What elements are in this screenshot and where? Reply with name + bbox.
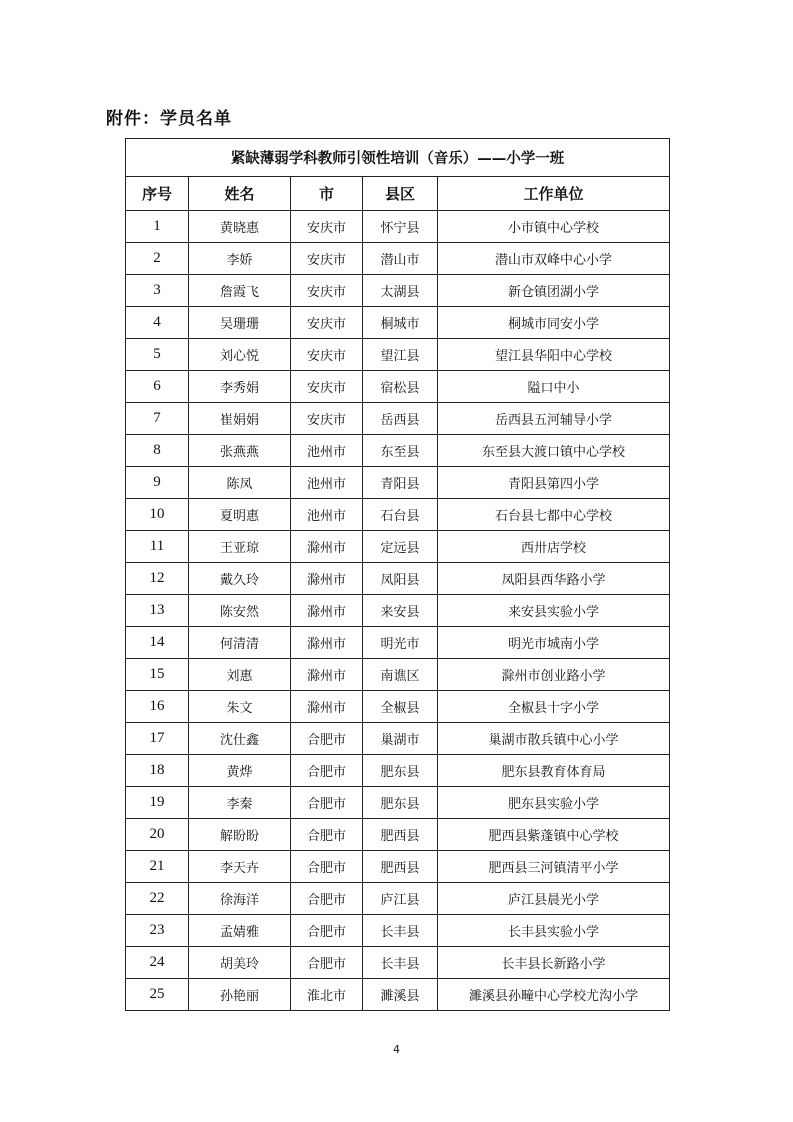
table-row [126, 883, 670, 915]
cell-name: 戴久玲 [189, 563, 291, 595]
cell-county: 长丰县 [363, 915, 438, 947]
cell-name: 胡美玲 [189, 947, 291, 979]
cell-index: 10 [126, 499, 189, 531]
table-row [126, 979, 670, 1011]
cell-index: 21 [126, 851, 189, 883]
cell-city: 池州市 [291, 435, 363, 467]
table-row [126, 307, 670, 339]
cell-county: 桐城市 [363, 307, 438, 339]
table-row [126, 595, 670, 627]
cell-name: 詹霞飞 [189, 275, 291, 307]
cell-workplace: 肥西县紫蓬镇中心学校 [438, 819, 670, 851]
cell-city: 合肥市 [291, 851, 363, 883]
cell-name: 孙艳丽 [189, 979, 291, 1011]
table-row [126, 755, 670, 787]
cell-workplace: 长丰县实验小学 [438, 915, 670, 947]
cell-workplace: 小市镇中心学校 [438, 211, 670, 243]
table-row [126, 435, 670, 467]
cell-name: 李秦 [189, 787, 291, 819]
table-row [126, 563, 670, 595]
cell-index: 12 [126, 563, 189, 595]
cell-county: 来安县 [363, 595, 438, 627]
cell-city: 安庆市 [291, 211, 363, 243]
cell-county: 定远县 [363, 531, 438, 563]
table-row [126, 723, 670, 755]
cell-index: 7 [126, 403, 189, 435]
cell-index: 23 [126, 915, 189, 947]
cell-name: 朱文 [189, 691, 291, 723]
cell-name: 黄烨 [189, 755, 291, 787]
cell-county: 凤阳县 [363, 563, 438, 595]
cell-county: 濉溪县 [363, 979, 438, 1011]
cell-workplace: 隘口中小 [438, 371, 670, 403]
cell-city: 合肥市 [291, 883, 363, 915]
cell-name: 张燕燕 [189, 435, 291, 467]
cell-county: 望江县 [363, 339, 438, 371]
cell-name: 沈仕鑫 [189, 723, 291, 755]
cell-county: 明光市 [363, 627, 438, 659]
cell-workplace: 石台县七都中心学校 [438, 499, 670, 531]
cell-city: 滁州市 [291, 659, 363, 691]
cell-workplace: 肥东县教育体育局 [438, 755, 670, 787]
column-header-county: 县区 [363, 177, 438, 211]
cell-workplace: 肥东县实验小学 [438, 787, 670, 819]
cell-city: 合肥市 [291, 915, 363, 947]
cell-workplace: 巢湖市散兵镇中心小学 [438, 723, 670, 755]
cell-index: 3 [126, 275, 189, 307]
cell-workplace: 西卅店学校 [438, 531, 670, 563]
table-row [126, 691, 670, 723]
cell-county: 岳西县 [363, 403, 438, 435]
cell-name: 徐海洋 [189, 883, 291, 915]
attachment-heading: 附件：学员名单 [106, 109, 232, 129]
cell-county: 长丰县 [363, 947, 438, 979]
cell-city: 池州市 [291, 467, 363, 499]
cell-workplace: 滁州市创业路小学 [438, 659, 670, 691]
cell-city: 滁州市 [291, 531, 363, 563]
cell-name: 陈安然 [189, 595, 291, 627]
column-header-city: 市 [291, 177, 363, 211]
column-header-index: 序号 [126, 177, 189, 211]
cell-city: 合肥市 [291, 947, 363, 979]
cell-city: 合肥市 [291, 787, 363, 819]
table-row [126, 275, 670, 307]
table-title: 紧缺薄弱学科教师引领性培训（音乐）——小学一班 [126, 139, 670, 177]
cell-county: 潜山市 [363, 243, 438, 275]
cell-city: 合肥市 [291, 755, 363, 787]
cell-index: 4 [126, 307, 189, 339]
cell-workplace: 来安县实验小学 [438, 595, 670, 627]
cell-city: 安庆市 [291, 243, 363, 275]
cell-index: 1 [126, 211, 189, 243]
cell-workplace: 望江县华阳中心学校 [438, 339, 670, 371]
table-row [126, 627, 670, 659]
cell-index: 17 [126, 723, 189, 755]
table-row [126, 467, 670, 499]
cell-city: 安庆市 [291, 307, 363, 339]
cell-city: 安庆市 [291, 371, 363, 403]
table-row [126, 851, 670, 883]
cell-city: 合肥市 [291, 819, 363, 851]
cell-county: 全椒县 [363, 691, 438, 723]
cell-index: 18 [126, 755, 189, 787]
table-row [126, 499, 670, 531]
cell-county: 庐江县 [363, 883, 438, 915]
cell-city: 淮北市 [291, 979, 363, 1011]
cell-workplace: 明光市城南小学 [438, 627, 670, 659]
cell-index: 16 [126, 691, 189, 723]
cell-workplace: 长丰县长新路小学 [438, 947, 670, 979]
cell-workplace: 濉溪县孙疃中心学校尤沟小学 [438, 979, 670, 1011]
cell-workplace: 潜山市双峰中心小学 [438, 243, 670, 275]
cell-name: 崔娟娟 [189, 403, 291, 435]
cell-workplace: 岳西县五河辅导小学 [438, 403, 670, 435]
cell-name: 解盼盼 [189, 819, 291, 851]
cell-city: 合肥市 [291, 723, 363, 755]
cell-workplace: 东至县大渡口镇中心学校 [438, 435, 670, 467]
page-number: 4 [393, 1043, 400, 1056]
table-row [126, 339, 670, 371]
cell-city: 滁州市 [291, 627, 363, 659]
cell-index: 19 [126, 787, 189, 819]
table-row [126, 915, 670, 947]
cell-index: 13 [126, 595, 189, 627]
cell-county: 南谯区 [363, 659, 438, 691]
cell-workplace: 新仓镇团湖小学 [438, 275, 670, 307]
cell-city: 安庆市 [291, 339, 363, 371]
cell-index: 11 [126, 531, 189, 563]
cell-name: 夏明惠 [189, 499, 291, 531]
cell-city: 滁州市 [291, 691, 363, 723]
cell-name: 刘心悦 [189, 339, 291, 371]
cell-city: 安庆市 [291, 275, 363, 307]
student-roster-table [125, 138, 670, 1011]
cell-name: 孟婧雅 [189, 915, 291, 947]
cell-workplace: 凤阳县西华路小学 [438, 563, 670, 595]
cell-workplace: 肥西县三河镇清平小学 [438, 851, 670, 883]
cell-county: 肥西县 [363, 819, 438, 851]
table-row [126, 531, 670, 563]
cell-county: 怀宁县 [363, 211, 438, 243]
cell-name: 黄晓惠 [189, 211, 291, 243]
cell-index: 5 [126, 339, 189, 371]
cell-city: 池州市 [291, 499, 363, 531]
table-row [126, 371, 670, 403]
cell-city: 滁州市 [291, 595, 363, 627]
cell-name: 何清清 [189, 627, 291, 659]
cell-city: 滁州市 [291, 563, 363, 595]
cell-county: 宿松县 [363, 371, 438, 403]
cell-index: 2 [126, 243, 189, 275]
cell-index: 15 [126, 659, 189, 691]
cell-workplace: 庐江县晨光小学 [438, 883, 670, 915]
cell-county: 肥东县 [363, 787, 438, 819]
cell-index: 6 [126, 371, 189, 403]
cell-county: 石台县 [363, 499, 438, 531]
cell-workplace: 全椒县十字小学 [438, 691, 670, 723]
table-row [126, 403, 670, 435]
table-title-row [126, 139, 670, 177]
cell-county: 肥西县 [363, 851, 438, 883]
table-header-row [126, 177, 670, 211]
cell-name: 王亚琼 [189, 531, 291, 563]
cell-county: 青阳县 [363, 467, 438, 499]
cell-county: 东至县 [363, 435, 438, 467]
table-row [126, 819, 670, 851]
cell-county: 巢湖市 [363, 723, 438, 755]
cell-name: 李娇 [189, 243, 291, 275]
table-row [126, 659, 670, 691]
cell-county: 肥东县 [363, 755, 438, 787]
cell-index: 22 [126, 883, 189, 915]
table-row [126, 947, 670, 979]
cell-county: 太湖县 [363, 275, 438, 307]
cell-workplace: 桐城市同安小学 [438, 307, 670, 339]
cell-name: 陈凤 [189, 467, 291, 499]
cell-workplace: 青阳县第四小学 [438, 467, 670, 499]
table-row [126, 787, 670, 819]
cell-name: 李秀娟 [189, 371, 291, 403]
table-row [126, 211, 670, 243]
column-header-workplace: 工作单位 [438, 177, 670, 211]
cell-city: 安庆市 [291, 403, 363, 435]
cell-index: 9 [126, 467, 189, 499]
cell-index: 8 [126, 435, 189, 467]
cell-name: 吴珊珊 [189, 307, 291, 339]
cell-index: 20 [126, 819, 189, 851]
table-row [126, 243, 670, 275]
cell-index: 25 [126, 979, 189, 1011]
cell-index: 24 [126, 947, 189, 979]
cell-name: 刘惠 [189, 659, 291, 691]
column-header-name: 姓名 [189, 177, 291, 211]
cell-name: 李天卉 [189, 851, 291, 883]
cell-index: 14 [126, 627, 189, 659]
